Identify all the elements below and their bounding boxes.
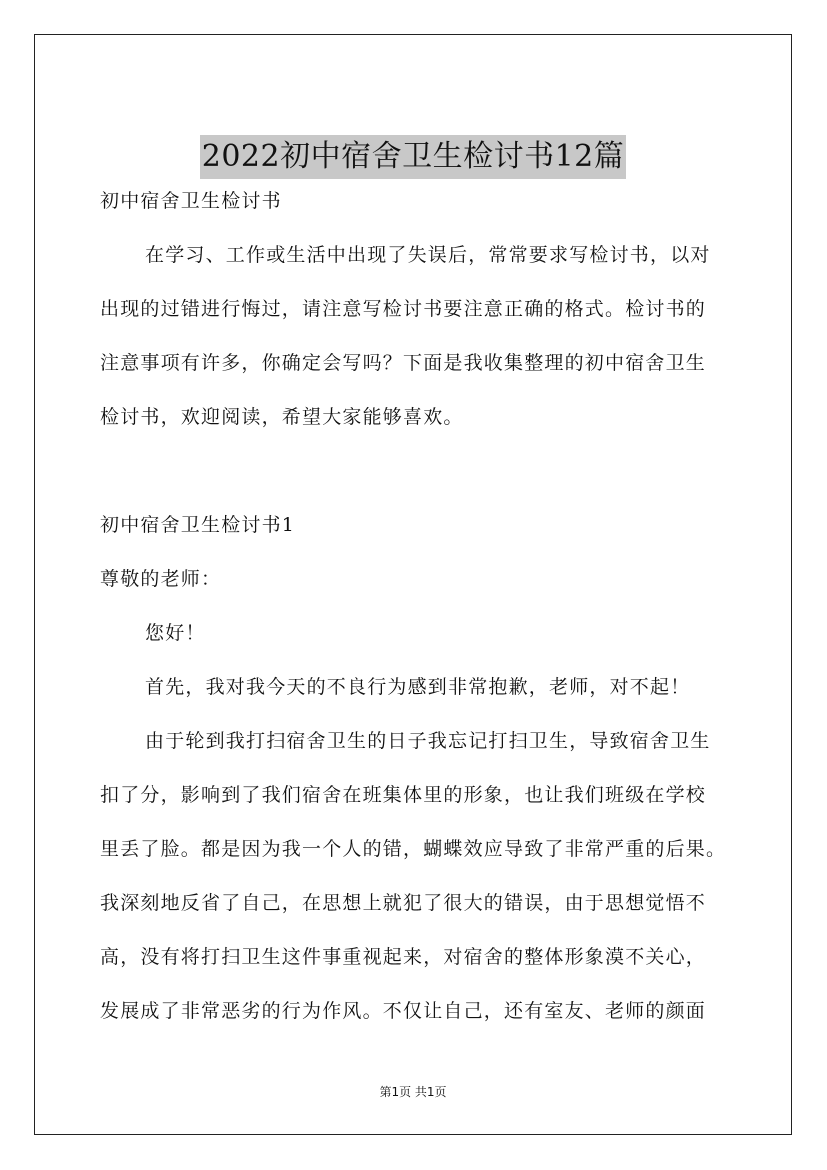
section-heading: 初中宿舍卫生检讨书 [100,190,282,212]
paragraph-line: 首先，我对我今天的不良行为感到非常抱歉，老师，对不起！ [145,676,691,698]
paragraph-line: 高，没有将打扫卫生这件事重视起来，对宿舍的整体形象漠不关心， [100,946,707,968]
document-title: 2022初中宿舍卫生检讨书12篇 [200,135,627,179]
paragraph-line: 由于轮到我打扫宿舍卫生的日子我忘记打扫卫生，导致宿舍卫生 [145,730,711,752]
blank-line [100,444,740,498]
salutation: 尊敬的老师： [100,568,222,590]
document-body [100,174,740,1038]
paragraph-line: 发展成了非常恶劣的行为作风。不仅让自己，还有室友、老师的颜面 [100,1000,707,1022]
greeting: 您好！ [145,622,206,644]
paragraph-line: 注意事项有许多，你确定会写吗？下面是我收集整理的初中宿舍卫生 [100,352,707,374]
paragraph-line: 出现的过错进行悔过，请注意写检讨书要注意正确的格式。检讨书的 [100,298,707,320]
document-page [34,34,792,1135]
paragraph-line: 在学习、工作或生活中出现了失误后，常常要求写检讨书，以对 [145,244,711,266]
paragraph-line: 里丢了脸。都是因为我一个人的错，蝴蝶效应导致了非常严重的后果。 [100,838,727,860]
paragraph-line: 我深刻地反省了自己，在思想上就犯了很大的错误，由于思想觉悟不 [100,892,707,914]
page-footer: 第1页 共1页 [379,1085,447,1099]
paragraph-line: 检讨书，欢迎阅读，希望大家能够喜欢。 [100,406,464,428]
paragraph-line: 扣了分，影响到了我们宿舍在班集体里的形象，也让我们班级在学校 [100,784,707,806]
section-heading: 初中宿舍卫生检讨书1 [100,514,296,536]
